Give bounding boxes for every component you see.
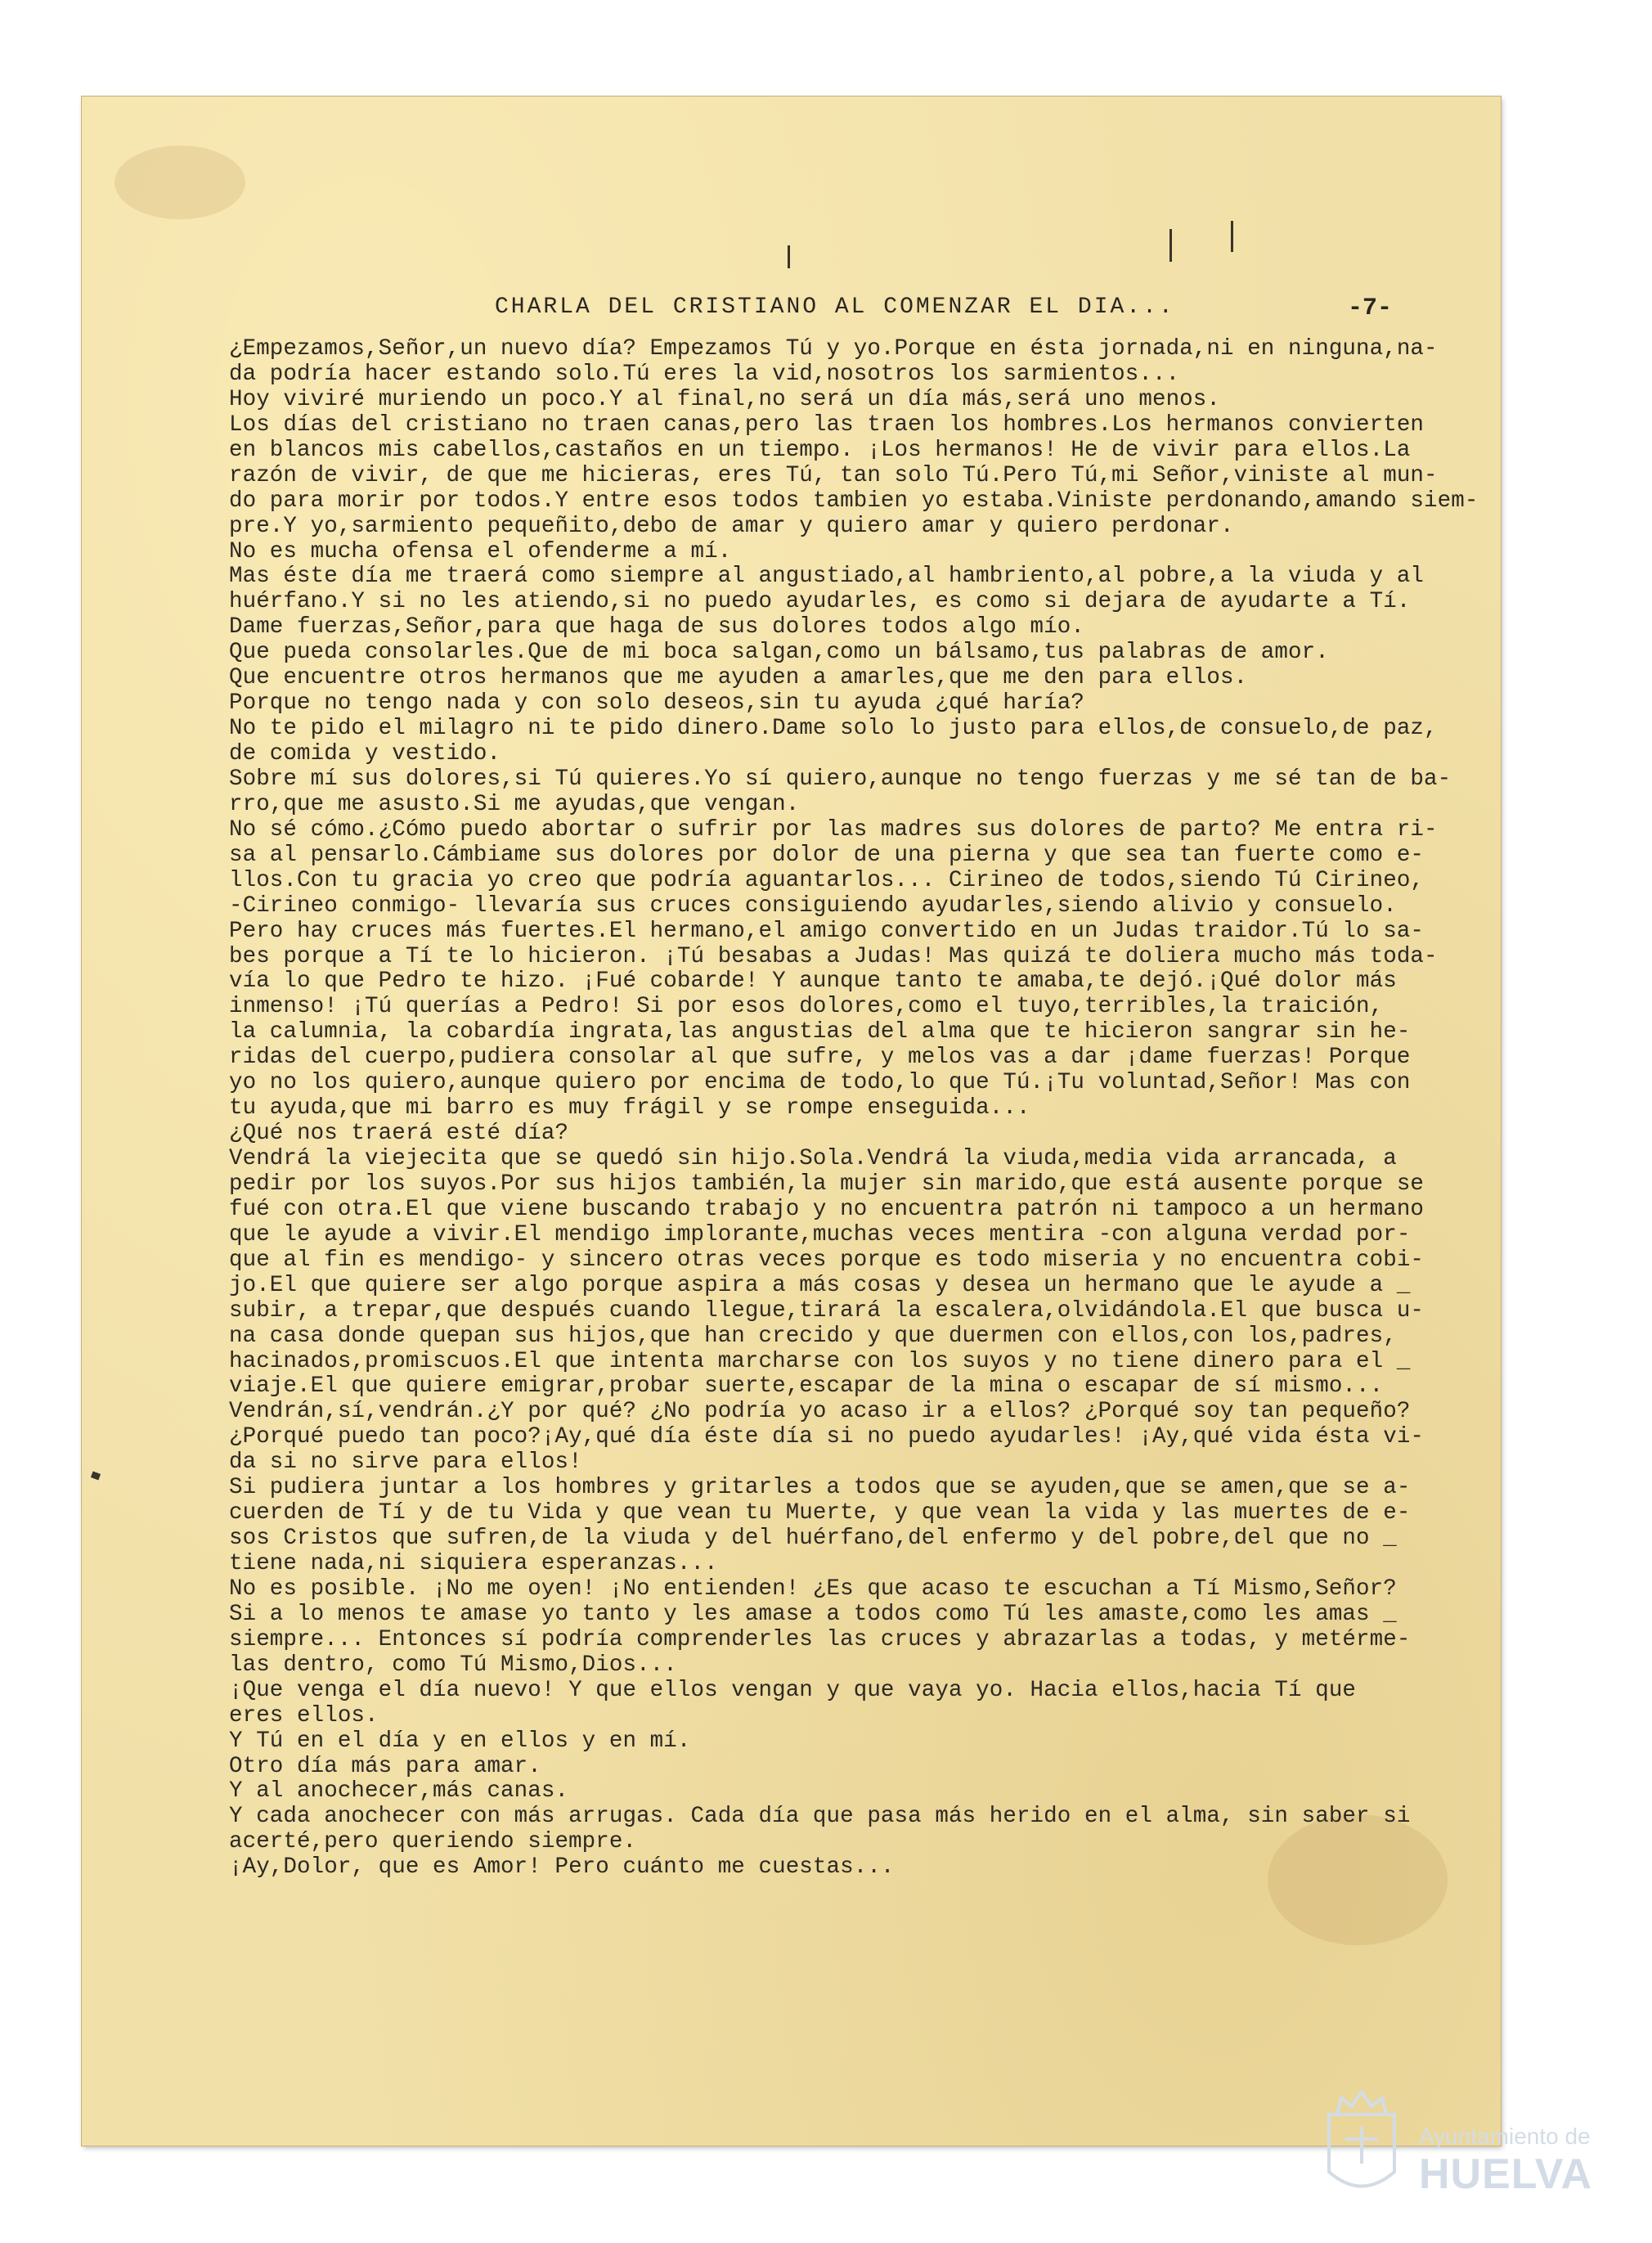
ink-mark — [1231, 221, 1233, 252]
text-line: la calumnia, la cobardía ingrata,las angustias del alma que te hicieron sangrar sin he- — [229, 1019, 1411, 1045]
text-line: huérfano.Y si no les atiendo,si no puedo ayudarles, es como si dejara de ayudarte a Tí. — [229, 589, 1411, 615]
text-line: en blancos mis cabellos,castaños en un tiempo. ¡Los hermanos! He de vivir para ellos.La — [229, 437, 1411, 463]
text-line: pedir por los suyos.Por sus hijos también,la mujer sin marido,que está ausente porque se — [229, 1171, 1425, 1197]
text-line: viaje.El que quiere emigrar,probar suerte,escapar de la mina o escapar de sí mismo... — [229, 1373, 1384, 1400]
text-line: No es posible. ¡No me oyen! ¡No entienden! ¿Es que acaso te escuchan a Tí Mismo,Señor? — [229, 1575, 1397, 1602]
text-line: Porque no tengo nada y con solo deseos,sin tu ayuda ¿qué haría? — [229, 690, 1084, 717]
watermark-line1: Ayuntamiento de — [1419, 2124, 1591, 2149]
text-line: Los días del cristiano no traen canas,pero las traen los hombres.Los hermanos convierten — [229, 411, 1425, 438]
text-line: sa al pensarlo.Cámbiame sus dolores por dolor de una pierna y que sea tan fuerte como e- — [229, 842, 1425, 868]
text-line: Otro día más para amar. — [229, 1753, 541, 1779]
text-line: fué con otra.El que viene buscando trabajo y no encuentra patrón ni tampoco a un hermano — [229, 1196, 1425, 1222]
text-line: Vendrá la viejecita que se quedó sin hijo.Sola.Vendrá la viuda,media vida arrancada, a — [229, 1146, 1397, 1171]
text-line: ¿Empezamos,Señor,un nuevo día? Empezamos Tú y yo.Porque en ésta jornada,ni en ninguna,na- — [229, 336, 1438, 362]
text-line: hacinados,promiscuos.El que intenta marcharse con los suyos y no tiene dinero para el _ — [229, 1348, 1411, 1374]
text-line: subir, a trepar,que después cuando llegue,tirará la escalera,olvidándola.El que busca u- — [229, 1297, 1425, 1324]
text-line: na casa donde quepan sus hijos,que han crecido y que duermen con ellos,con los,padres, — [229, 1323, 1397, 1349]
document-title: CHARLA DEL CRISTIANO AL COMENZAR EL DIA... — [495, 294, 1175, 320]
text-line: Pero hay cruces más fuertes.El hermano,el amigo convertido en un Judas traidor.Tú lo sa- — [229, 918, 1425, 944]
text-line: ¿Qué nos traerá esté día? — [229, 1121, 569, 1147]
text-line: No es mucha ofensa el ofenderme a mí. — [229, 538, 732, 564]
text-line: siempre... Entonces sí podría comprenderles las cruces y abrazarlas a todas, y metérme- — [229, 1626, 1411, 1652]
text-line: Que pueda consolarles.Que de mi boca salgan,como un bálsamo,tus palabras de amor. — [229, 640, 1329, 666]
paper-stain — [114, 146, 245, 219]
page-number: -7- — [1348, 294, 1393, 322]
document-body — [229, 336, 1479, 1881]
city-crest-icon — [1321, 2082, 1403, 2205]
text-line: razón de vivir, de que me hicieras, eres Tú, tan solo Tú.Pero Tú,mi Señor,viniste al mun- — [229, 462, 1438, 488]
text-line: que le ayude a vivir.El mendigo implorante,muchas veces mentira -con alguna verdad por- — [229, 1221, 1411, 1247]
text-line: inmenso! ¡Tú querías a Pedro! Si por esos dolores,como el tuyo,terribles,la traición, — [229, 994, 1384, 1020]
text-line: cuerden de Tí y de tu Vida y que vean tu Muerte, y que vean la vida y las muertes de e- — [229, 1500, 1411, 1526]
text-line: eres ellos. — [229, 1702, 379, 1728]
text-line: de comida y vestido. — [229, 741, 501, 766]
text-line: vía lo que Pedro te hizo. ¡Fué cobarde! Y aunque tanto te amaba,te dejó.¡Qué dolor más — [229, 969, 1397, 995]
text-line: llos.Con tu gracia yo creo que podría aguantarlos... Cirineo de todos,siendo Tú Cirineo, — [229, 867, 1425, 893]
text-line: Hoy viviré muriendo un poco.Y al final,no será un día más,será uno menos. — [229, 386, 1220, 412]
ink-mark — [1169, 229, 1172, 262]
text-line: las dentro, como Tú Mismo,Dios... — [229, 1652, 677, 1678]
text-line: tu ayuda,que mi barro es muy frágil y se rompe enseguida... — [229, 1095, 1030, 1122]
text-line: que al fin es mendigo- y sincero otras veces porque es todo miseria y no encuentra cobi- — [229, 1247, 1425, 1273]
text-line: yo no los quiero,aunque quiero por encima de todo,lo que Tú.¡Tu voluntad,Señor! Mas con — [229, 1070, 1411, 1096]
text-line: da si no sirve para ellos! — [229, 1450, 582, 1476]
text-line: No te pido el milagro ni te pido dinero.Dame solo lo justo para ellos,de consuelo,de paz, — [229, 716, 1438, 742]
text-line: Sobre mí sus dolores,si Tú quieres.Yo sí quiero,aunque no tengo fuerzas y me sé tan de ba- — [229, 766, 1452, 792]
text-line: jo.El que quiere ser algo porque aspira a más cosas y desea un hermano que le ayude a _ — [229, 1272, 1411, 1298]
text-line: pre.Y yo,sarmiento pequeñito,debo de amar y quiero amar y quiero perdonar. — [229, 513, 1234, 539]
text-line: Dame fuerzas,Señor,para que haga de sus dolores todos algo mío. — [229, 614, 1084, 641]
text-line: ¡Que venga el día nuevo! Y que ellos vengan y que vaya yo. Hacia ellos,hacia Tí que — [229, 1677, 1357, 1703]
text-line: do para morir por todos.Y entre esos todos tambien yo estaba.Viniste perdonando,amando siem- — [229, 488, 1479, 514]
text-line: Si pudiera juntar a los hombres y gritarles a todos que se ayuden,que se amen,que se a- — [229, 1475, 1411, 1501]
text-line: Vendrán,sí,vendrán.¿Y por qué? ¿No podría yo acaso ir a ellos? ¿Porqué soy tan pequeño? — [229, 1399, 1411, 1425]
ink-mark — [788, 245, 790, 268]
text-line: No sé cómo.¿Cómo puedo abortar o sufrir por las madres sus dolores de parto? Me entra ri- — [229, 816, 1438, 843]
text-line: ¿Porqué puedo tan poco?¡Ay,qué día éste día si no puedo ayudarles! ¡Ay,qué vida ésta vi- — [229, 1424, 1425, 1450]
text-line: Mas éste día me traerá como siempre al angustiado,al hambriento,al pobre,a la viuda y al — [229, 564, 1425, 590]
watermark-line2: HUELVA — [1419, 2151, 1593, 2198]
text-line: tiene nada,ni siquiera esperanzas... — [229, 1551, 718, 1576]
text-line: Y Tú en el día y en ellos y en mí. — [229, 1728, 691, 1754]
text-line: Y cada anochecer con más arrugas. Cada día que pasa más herido en el alma, sin saber si — [229, 1804, 1411, 1830]
text-line: da podría hacer estando solo.Tú eres la vid,nosotros los sarmientos... — [229, 361, 1180, 387]
text-line: rro,que me asusto.Si me ayudas,que vengan. — [229, 791, 800, 817]
text-line: bes porque a Tí te lo hicieron. ¡Tú besabas a Judas! Mas quizá te doliera mucho más toda- — [229, 943, 1438, 969]
text-line: sos Cristos que sufren,de la viuda y del huérfano,del enfermo y del pobre,del que no _ — [229, 1526, 1397, 1552]
text-line: Si a lo menos te amase yo tanto y les amase a todos como Tú les amaste,como les amas _ — [229, 1601, 1397, 1627]
text-line: Que encuentre otros hermanos que me ayuden a amarles,que me den para ellos. — [229, 665, 1248, 691]
text-line: -Cirineo conmigo- llevaría sus cruces consiguiendo ayudarles,siendo alivio y consuelo. — [229, 892, 1397, 919]
text-line: ridas del cuerpo,pudiera consolar al que sufre, y melos vas a dar ¡dame fuerzas! Porque — [229, 1045, 1411, 1071]
text-line: Y al anochecer,más canas. — [229, 1778, 569, 1805]
text-line: acerté,pero queriendo siempre. — [229, 1829, 637, 1855]
text-line: ¡Ay,Dolor, que es Amor! Pero cuánto me cuestas... — [229, 1854, 895, 1881]
